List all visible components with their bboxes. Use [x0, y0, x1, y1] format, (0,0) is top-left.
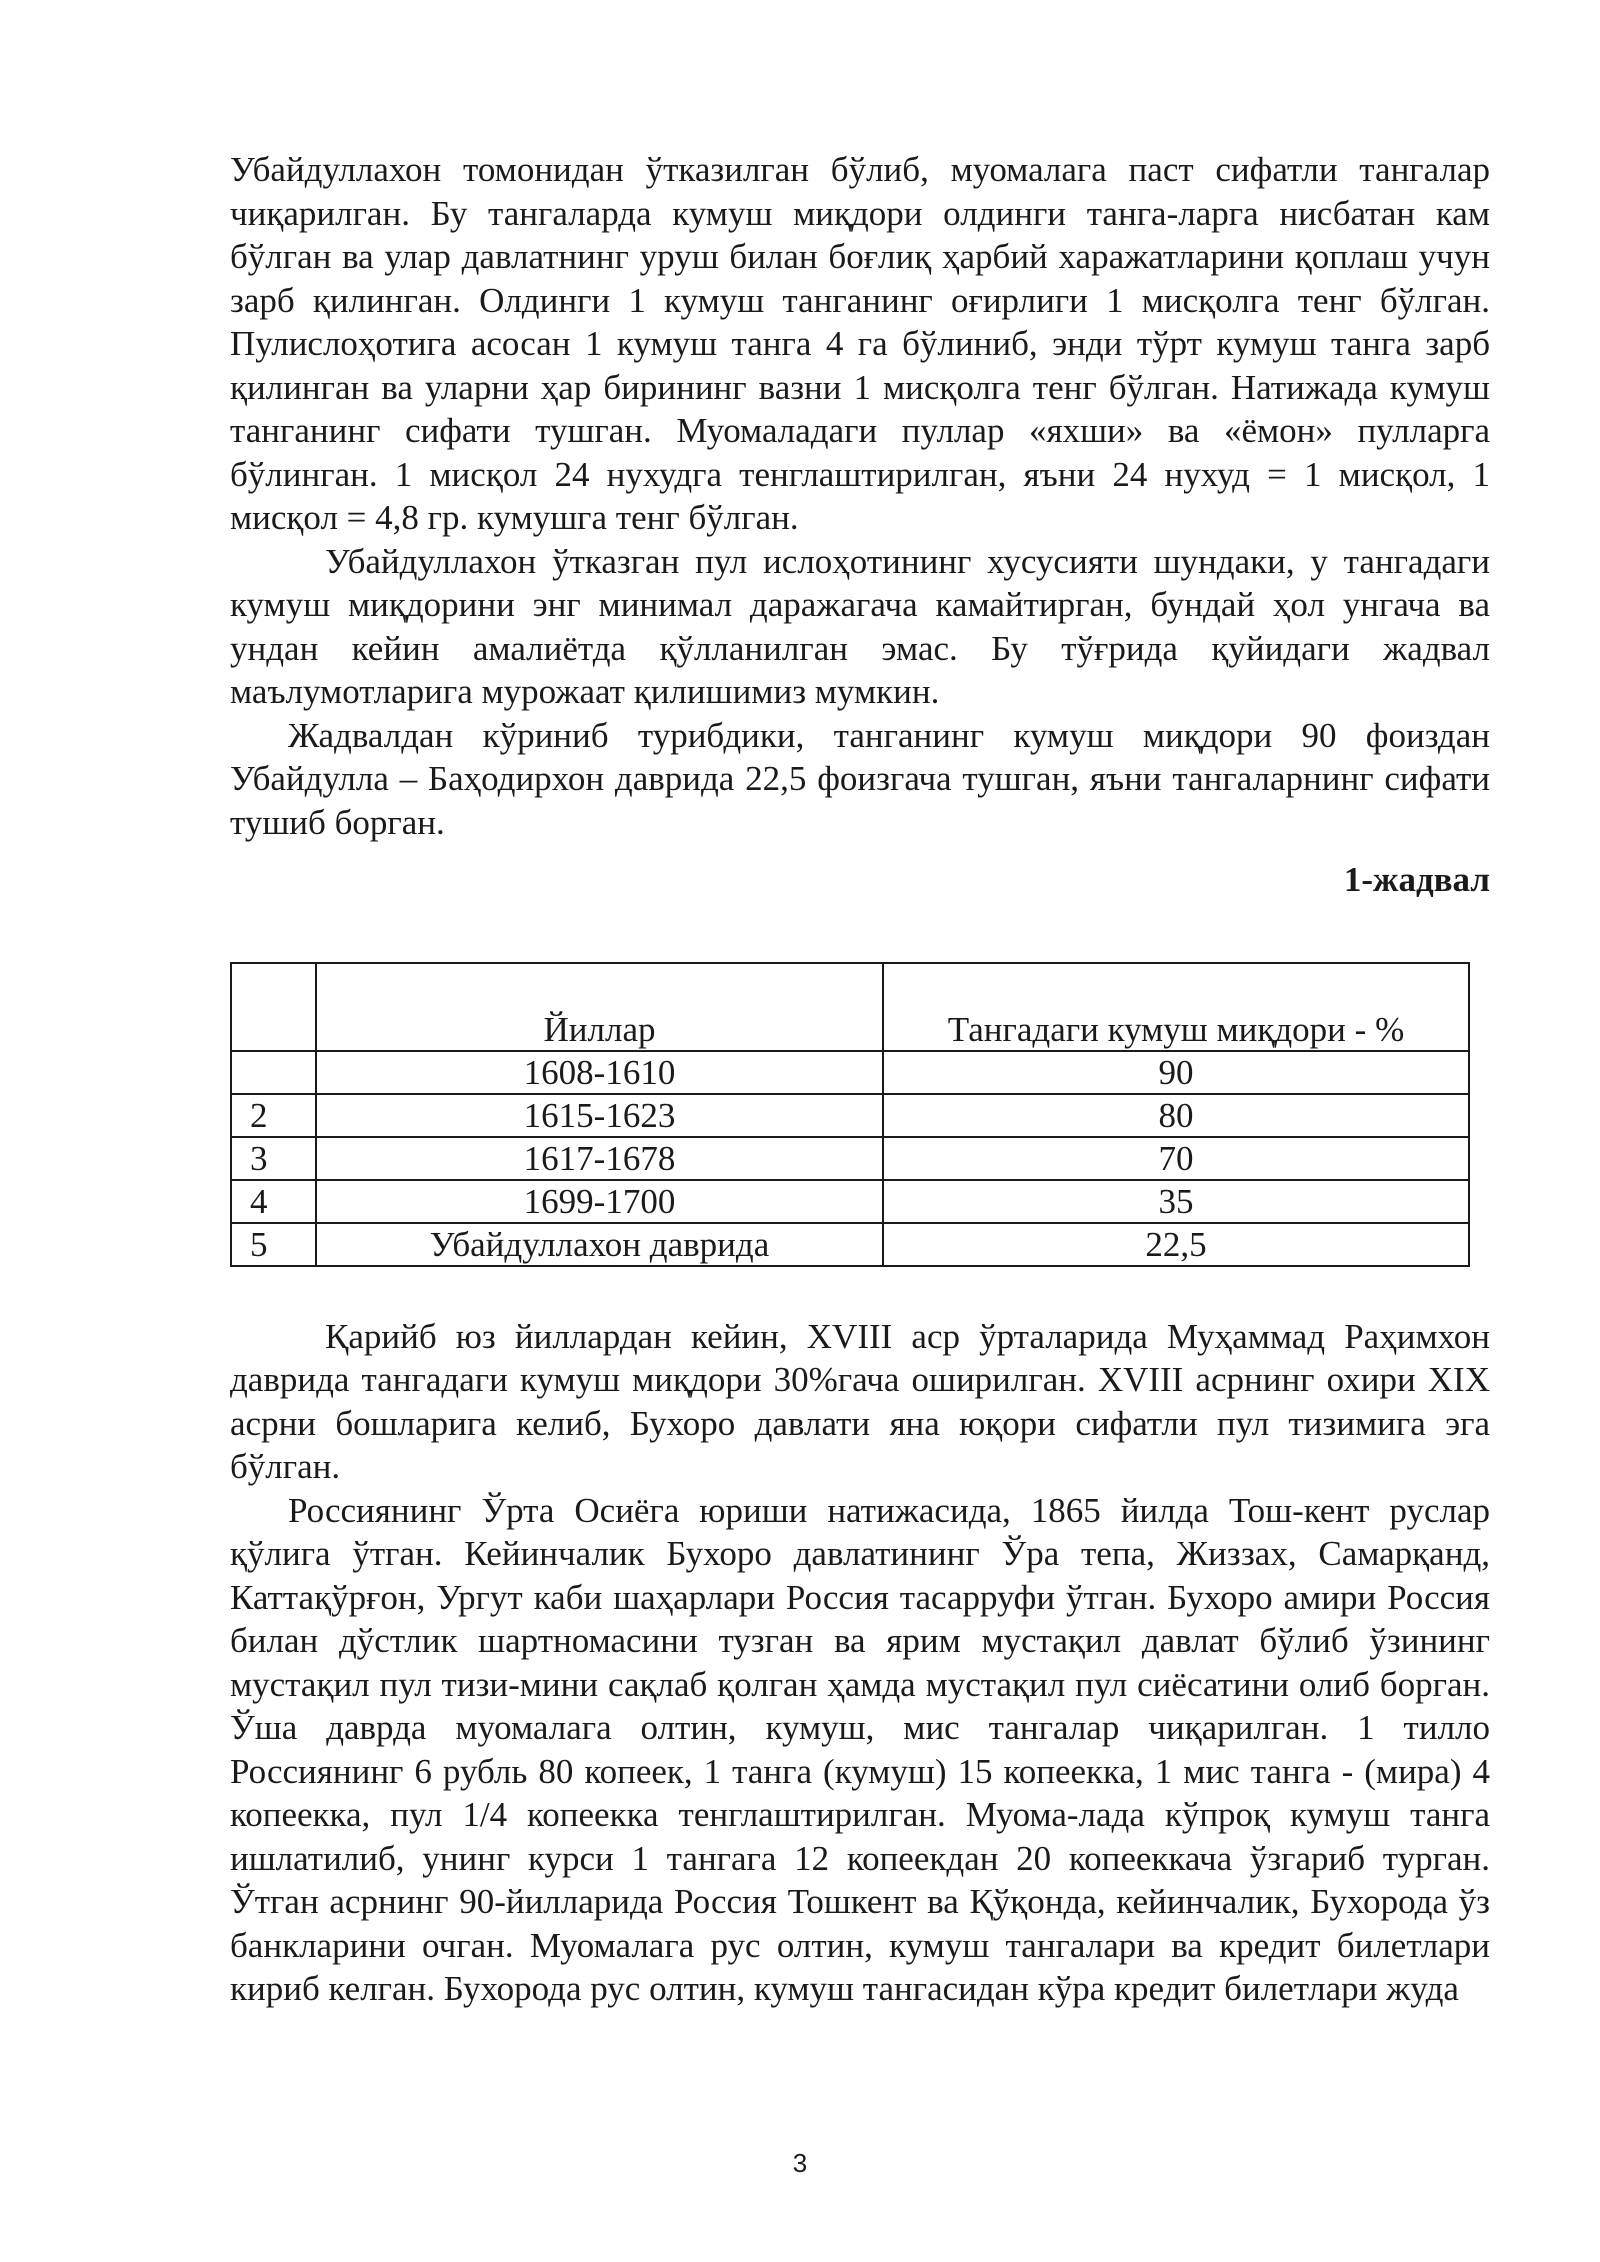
paragraph-reform-feature: Убайдуллахон ўтказган пул ислоҳотининг хусусияти шундаки, у тангадаги кумуш миқдорини энг минимал даражагача камайтирган, бундай ҳол унгача ва ундан кейин амалиётда қўлланилган эмас. Бу тўғрида қуйидаги жадвал маълумотларига мурожаат қилишимиз мумкин.: [230, 541, 1490, 711]
row-num-cell: 3: [231, 1137, 316, 1180]
row-silver-cell: 35: [883, 1180, 1469, 1223]
table-row: [231, 1137, 1469, 1180]
table-row: [231, 1094, 1469, 1137]
row-silver-cell: 22,5: [883, 1223, 1469, 1266]
row-num-cell: 4: [231, 1180, 316, 1223]
row-years-cell: 1608-1610: [316, 1051, 883, 1094]
row-num-cell: 2: [231, 1094, 316, 1137]
silver-content-table: [230, 962, 1470, 1267]
paragraph-xviii-century: Қарийб юз йиллардан кейин, XVIII аср ўрталарида Муҳаммад Раҳимхон даврида тангадаги кумуш миқдори 30%гача оширилган. XVIII асрнинг охири XIX асрни бошларига келиб, Бухоро давлати яна юқори сифатли пул тизимига эга бўлган.: [230, 1316, 1490, 1486]
row-years-cell: Убайдуллахон даврида: [316, 1223, 883, 1266]
table-header-row: [231, 963, 1469, 1051]
row-silver-cell: 80: [883, 1094, 1469, 1137]
page-number: 3: [792, 2148, 808, 2178]
header-silver-cell: Тангадаги кумуш миқдори - %: [883, 963, 1469, 1051]
table-row: [231, 1051, 1469, 1094]
row-num-cell: 5: [231, 1223, 316, 1266]
row-years-cell: 1615-1623: [316, 1094, 883, 1137]
table-row: [231, 1180, 1469, 1223]
table-caption: 1-жадвал: [1343, 860, 1490, 899]
paragraph-reform-description: Убайдуллахон томонидан ўтказилган бўлиб, муомалага паст сифатли тангалар чиқарилган. Бу тангаларда кумуш миқдори олдинги танга-ларга нисбатан кам бўлган ва улар давлатнинг уруш билан боғлиқ ҳарбий харажатларини қоплаш учун зарб қилинган. Олдинги 1 кумуш танганинг оғирлиги 1 мисқолга тенг бўлган. Пулислоҳотига асосан 1 кумуш танга 4 га бўлиниб, энди тўрт кумуш танга зарб қилинган ва уларни ҳар бирининг вазни 1 мисқолга тенг бўлган. Натижада кумуш танганинг сифати тушган. Муомаладаги пуллар «яхши» ва «ёмон» пулларга бўлинган. 1 мисқол 24 нухудга тенглаштирилган, яъни 24 нухуд = 1 мисқол, 1 мисқол = 4,8 гр. кумушга тенг бўлган.: [230, 150, 1490, 537]
row-num-cell: [231, 1051, 316, 1094]
row-silver-cell: 70: [883, 1137, 1469, 1180]
document-page: [230, 148, 1490, 2011]
row-years-cell: 1699-1700: [316, 1180, 883, 1223]
row-years-cell: 1617-1678: [316, 1137, 883, 1180]
row-silver-cell: 90: [883, 1051, 1469, 1094]
paragraph-russia-bukhara: Россиянинг Ўрта Осиёга юриши натижасида, 1865 йилда Тош-кент руслар қўлига ўтган. Кейинчалик Бухоро давлатининг Ўра тепа, Жиззах, Самарқанд, Каттақўрғон, Ургут каби шаҳарлари Россия тасарруфи ўтган. Бухоро амири Россия билан дўстлик шартномасини тузган ва ярим мустақил давлат бўлиб ўзининг мустақил пул тизи-мини сақлаб қолган ҳамда мустақил пул сиёсатини олиб борган. Ўша даврда муомалага олтин, кумуш, мис тангалар чиқарилган. 1 тилло Россиянинг 6 рубль 80 копеек, 1 танга (кумуш) 15 копеекка, 1 мис танга - (мира) 4 копеекка, пул 1/4 копеекка тенглаштирилган. Муома-лада кўпроқ кумуш танга ишлатилиб, унинг курси 1 тангага 12 копеекдан 20 копееккача ўзгариб турган. Ўтган асрнинг 90-йилларида Россия Тошкент ва Қўқонда, кейинчалик, Бухорода ўз банкларини очган. Муомалага рус олтин, кумуш тангалари ва кредит билетлари кириб келган. Бухорода рус олтин, кумуш тангасидан кўра кредит билетлари жуда: [230, 1490, 1490, 2008]
paragraph-table-summary: Жадвалдан кўриниб турибдики, танганинг кумуш миқдори 90 фоиздан Убайдулла – Баҳодирхон даврида 22,5 фоизгача тушган, яъни тангаларнинг сифати тушиб борган.: [230, 715, 1490, 842]
header-num-cell: [231, 963, 316, 1051]
header-years-cell: Йиллар: [316, 963, 883, 1051]
table-row: [231, 1223, 1469, 1266]
